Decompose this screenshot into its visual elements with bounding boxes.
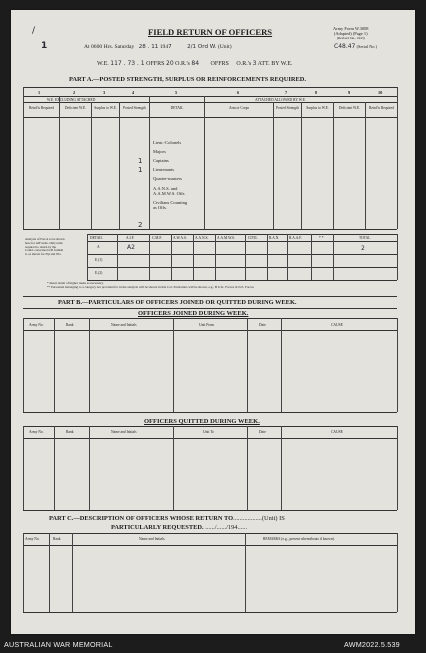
surplus-we-header: Surplus to W.E. <box>94 106 117 110</box>
army-form-id <box>333 26 369 41</box>
col-line <box>365 102 366 229</box>
col-line <box>215 234 216 280</box>
part-a-bottom-rule <box>23 229 397 230</box>
col-number-4: 4 <box>132 90 135 95</box>
analysis-row-a: A <box>97 245 100 249</box>
part-c-col-army-no: Army No. <box>25 537 40 541</box>
analysis-aif-value: A2 <box>127 244 135 251</box>
col-line <box>333 234 334 280</box>
quitted-col-unit-to: Unit To <box>203 430 214 434</box>
part-c-bottom-rule <box>23 612 397 613</box>
col-line <box>281 318 282 412</box>
part-c-line-1 <box>49 515 285 522</box>
joined-col-date: Date <box>259 323 266 327</box>
col-line <box>54 318 55 412</box>
col-line <box>397 533 398 612</box>
col-line <box>311 234 312 280</box>
analysis-col-cmf: C.M.F. <box>152 236 162 240</box>
quitted-header-top <box>23 426 397 427</box>
we-label: W.E. <box>97 61 109 67</box>
ors-label: O.R.'s <box>175 61 190 67</box>
rank-label: Civilians Counting <box>153 200 188 205</box>
joined-header-bottom <box>23 330 397 331</box>
hand-mark: 1 <box>41 41 48 51</box>
col-line <box>23 318 24 412</box>
rank-label: A.A.M.W.S. Offs <box>153 191 185 196</box>
rank-label: as Offs. <box>153 205 167 210</box>
col-line <box>173 426 174 510</box>
footnote-1: * Insert detail of higher ranks as necessary. <box>47 281 104 285</box>
quitted-col-rank: Rank <box>66 430 74 434</box>
form-title: FIELD RETURN OF OFFICERS <box>148 27 273 37</box>
unit-value: 2/1 Ord W. <box>187 44 217 50</box>
part-c-header-top <box>23 533 397 534</box>
att-posted-strength-header: Posted Strength <box>276 106 299 110</box>
part-c-line-2 <box>111 524 247 531</box>
joined-bottom-rule <box>23 412 397 413</box>
analysis-row-rule <box>87 254 397 255</box>
col-line <box>247 426 248 510</box>
part-c-header-bottom <box>23 545 397 546</box>
analysis-row-e1: E.(1) <box>95 258 103 262</box>
part-b-top-rule <box>23 296 397 297</box>
col-line <box>204 96 205 229</box>
serial-number <box>334 43 377 50</box>
col-line <box>91 102 92 229</box>
att-deficient-header: Deficient W.E. <box>338 106 361 110</box>
footnote-2: ** Personnel belonging to a category not provided for in the analysis will be shown in this Col. Particulars will be shown, e.g., B U.K. Forces in N.Z. Forces <box>47 285 254 289</box>
form-page <box>11 10 415 634</box>
posted-captains-value: 1 <box>138 157 143 165</box>
col-line <box>171 234 172 280</box>
quitted-col-date: Date <box>259 430 266 434</box>
col-line <box>23 533 24 612</box>
col-number-8: 8 <box>315 90 318 95</box>
analysis-col-awas: A.W.A.S. <box>173 236 187 240</box>
unit-label: (Unit) <box>217 44 232 50</box>
deficient-we-header: Deficient W.E. <box>64 106 87 110</box>
quitted-bottom-rule <box>23 510 397 511</box>
army-form-line3: (Revised Jan., 1943) <box>336 36 365 40</box>
part-c-col-rank: Rank <box>53 537 61 541</box>
offrs-label: OFFRS <box>146 61 165 67</box>
analysis-bottom-rule <box>87 280 397 281</box>
joined-title: OFFICERS JOINED DURING WEEK. <box>138 310 249 317</box>
joined-col-rank: Rank <box>66 323 74 327</box>
serial-label: (Serial No.) <box>356 44 377 49</box>
analysis-col-aans: A.A.N.S. <box>195 236 209 240</box>
part-c-title: PART C.—DESCRIPTION OF OFFICERS WHOSE RETURN TO <box>49 515 234 522</box>
analysis-col-aif: A.I.F. <box>126 236 135 240</box>
col-line <box>89 426 90 510</box>
arm-or-corps-header: Arm or Corps <box>229 106 249 110</box>
ors-value: 84 <box>191 60 200 67</box>
joined-header-top <box>23 318 397 319</box>
col-line <box>245 234 246 280</box>
sub-header-rule <box>23 117 397 118</box>
col-line <box>173 318 174 412</box>
col-line <box>149 234 150 280</box>
col-number-2: 2 <box>73 90 76 95</box>
col-line <box>397 87 398 229</box>
part-a-title: PART A.—POSTED STRENGTH, SURPLUS OR REINFORCEMENTS REQUIRED. <box>69 76 306 83</box>
col-number-6: 6 <box>237 90 240 95</box>
year-value: 7 <box>168 44 172 50</box>
part-c-col-remarks: REMARKS (e.g., present whereabouts if known). <box>263 537 335 541</box>
posted-total-value: 2 <box>138 221 143 229</box>
rank-label: Quarter-masters <box>153 176 182 181</box>
detail-header: DETAIL <box>170 106 184 110</box>
col-line <box>117 234 118 280</box>
col-line <box>72 533 73 612</box>
part-c-col-name: Name and Initials. <box>139 537 166 541</box>
att-reinforcements-header: Reinf'ts Required <box>368 106 395 110</box>
rank-label: A.A.N.S. and <box>153 186 178 191</box>
analysis-note: Analysis of Part A to be shown here for AIF units. Only units required to return by the Comd. concerned will furnish it, as shown for Fiji and NG. <box>25 237 65 257</box>
part-b-title-rule <box>23 308 397 309</box>
joined-col-army-no: Army No. <box>29 323 44 327</box>
header-line-1 <box>84 44 232 50</box>
rank-label: Majors <box>153 149 166 154</box>
col-line <box>149 96 150 229</box>
analysis-total-value: 2 <box>361 245 365 252</box>
col-number-rule <box>23 96 397 97</box>
part-c-dots: .................. <box>233 515 262 522</box>
analysis-row-rule <box>87 267 397 268</box>
col-number-7: 7 <box>285 90 288 95</box>
col-number-1: 1 <box>38 90 41 95</box>
quitted-col-name: Name and Initials <box>111 430 137 434</box>
offrs-value: 20 <box>166 60 174 67</box>
att-offrs-label: OFFRS <box>210 61 229 67</box>
army-form-line1: Army Form W.3008 <box>333 26 369 31</box>
col-line <box>397 234 398 280</box>
margin-mark: / <box>32 26 36 36</box>
we-excluding-header: W.E. EXCLUDING ATTACHED <box>47 98 96 102</box>
footer-accession-number: AWM2022.5.539 <box>344 640 400 649</box>
year-label: 194 <box>159 44 169 50</box>
posted-lieutenants-value: 1 <box>138 166 143 174</box>
col-line <box>245 533 246 612</box>
part-c-unit: (Unit) IS <box>261 515 285 522</box>
analysis-col-civil: CIVIL <box>248 236 258 240</box>
header-line-2 <box>97 60 293 67</box>
col-line <box>301 102 302 229</box>
quitted-header-bottom <box>23 438 397 439</box>
report-date-value: 28 . 11 <box>138 44 159 50</box>
joined-col-cause: CAUSE <box>331 323 343 327</box>
quitted-col-army-no: Army No. <box>29 430 44 434</box>
col-line <box>267 234 268 280</box>
report-time-label: At 0600 Hrs. Saturday <box>84 44 135 50</box>
analysis-col-total: TOTAL <box>359 236 371 240</box>
rank-list <box>153 138 187 210</box>
col-line <box>397 318 398 412</box>
part-c-date: ....../....../194...... <box>205 524 248 531</box>
we-value: 117 . 73 . 1 <box>110 60 145 67</box>
col-line <box>23 87 24 229</box>
analysis-col-other: * * <box>319 236 324 240</box>
col-line <box>193 234 194 280</box>
col-line <box>281 426 282 510</box>
analysis-col-ran: R.A.N. <box>269 236 280 240</box>
col-number-9: 9 <box>348 90 351 95</box>
part-b-title: PART B.—PARTICULARS OF OFFICERS JOINED OR QUITTED DURING WEEK. <box>58 299 297 306</box>
col-line <box>119 102 120 229</box>
att-ors-label: O.R.'s <box>236 61 252 67</box>
att-label: ATT. BY W.E. <box>257 61 293 67</box>
rank-label: Lieutenants <box>153 167 174 172</box>
quitted-col-cause: CAUSE <box>331 430 343 434</box>
joined-col-name: Name and Initials <box>111 323 137 327</box>
group-header-rule <box>23 102 397 103</box>
analysis-col-aamws: A.A.M.W.S. <box>217 236 235 240</box>
col-number-5: 5 <box>175 90 178 95</box>
col-line <box>287 234 288 280</box>
att-surplus-header: Surplus to W.E. <box>306 106 329 110</box>
analysis-col-detail: DETAIL <box>90 236 103 240</box>
col-line <box>89 318 90 412</box>
joined-col-unit-from: Unit From <box>199 323 215 327</box>
col-line <box>333 102 334 229</box>
serial-value: C48.47 <box>334 43 356 50</box>
analysis-col-raaf: R.A.A.F. <box>289 236 302 240</box>
analysis-header-rule <box>87 241 397 242</box>
rank-label: Captains <box>153 158 169 163</box>
col-number-10: 10 <box>378 90 383 95</box>
col-line <box>247 318 248 412</box>
analysis-top-rule <box>87 234 397 235</box>
col-line <box>49 533 50 612</box>
quitted-title: OFFICERS QUITTED DURING WEEK. <box>144 418 260 425</box>
col-line <box>54 426 55 510</box>
col-line <box>23 426 24 510</box>
reinforcements-required-header: Reinf'ts Required <box>28 106 55 110</box>
army-form-line2: (Adapted) (Page 1) <box>333 31 368 36</box>
part-a-top-rule <box>23 87 397 88</box>
col-line <box>397 426 398 510</box>
att-ors-value: 3 <box>252 60 257 67</box>
posted-strength-header: Posted Strength <box>123 106 146 110</box>
rank-label: Lieut.-Colonels <box>153 140 182 145</box>
col-line <box>273 102 274 229</box>
col-line <box>87 234 88 280</box>
attached-allowed-header: ATTACHED ALLOWED BY W.E. <box>255 98 306 102</box>
col-number-3: 3 <box>103 90 106 95</box>
col-line <box>59 96 60 229</box>
part-c-requested: PARTICULARLY REQUESTED. <box>111 524 204 531</box>
footer-institution: AUSTRALIAN WAR MEMORIAL <box>4 640 113 649</box>
analysis-row-e2: E.(2) <box>95 271 103 275</box>
